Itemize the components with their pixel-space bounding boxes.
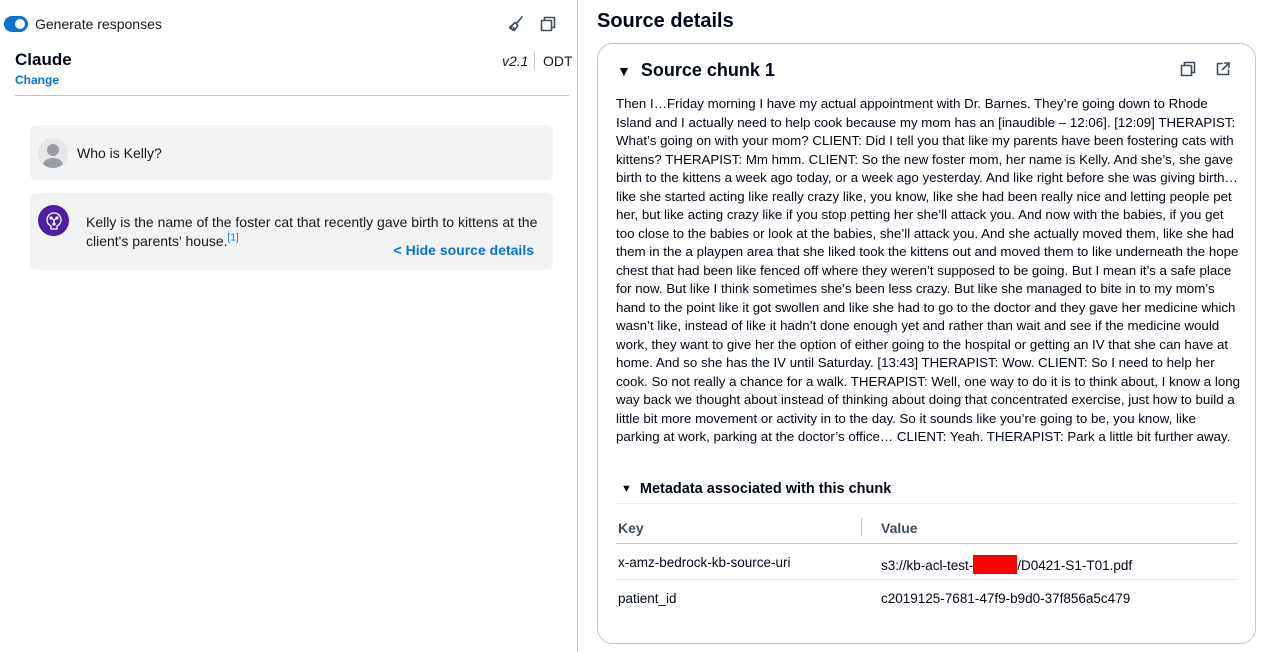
header-divider — [534, 51, 535, 70]
source-details-card — [597, 43, 1256, 644]
metadata-title: Metadata associated with this chunk — [639, 481, 892, 497]
assistant-avatar — [38, 205, 69, 236]
copy-chunk-button[interactable] — [1180, 61, 1198, 79]
hide-source-details-link[interactable]: < Hide source details — [393, 242, 534, 258]
user-message-text: Who is Kelly? — [77, 145, 162, 161]
toggle-label: Generate responses — [35, 16, 162, 32]
user-avatar — [38, 138, 68, 168]
copy-icon — [540, 16, 556, 32]
assistant-message — [30, 193, 553, 270]
copy-icon — [1180, 61, 1196, 77]
table-row — [616, 580, 1238, 616]
caret-down-icon: ▼ — [621, 483, 632, 495]
citation-link[interactable]: [1] — [227, 232, 239, 244]
redaction-block — [973, 555, 1017, 574]
generate-responses-toggle[interactable] — [4, 16, 28, 32]
table-row — [616, 544, 1238, 580]
source-chunk-header[interactable] — [617, 60, 775, 81]
assistant-answer: Kelly is the name of the foster cat that recently gave birth to kittens at the client's parents' house. — [86, 214, 538, 249]
column-header-value: Value — [881, 520, 918, 536]
chat-toolbar — [0, 0, 578, 48]
user-icon — [38, 138, 68, 168]
metadata-key: x-amz-bedrock-kb-source-uri — [618, 555, 791, 570]
model-tag: ODT — [543, 53, 573, 69]
change-model-link[interactable]: Change — [15, 73, 60, 87]
metadata-value — [881, 555, 1132, 574]
metadata-key: patient_id — [618, 591, 677, 606]
column-header-key: Key — [618, 520, 644, 536]
source-chunk-text: Then I…Friday morning I have my actual appointment with Dr. Barnes. They’re going down to Rhode Island and I actually need to help cook because my mom has an [inaudible – 12:06]. [12:09] THERAPIST: What’s going on with your mom? CLIENT: Did I tell you that like my parents have been fostering cats with kittens? THERAPIST: Mm hmm. CLIENT: So the new foster mom, her name is Kelly. And she’s, she gave birth to the kittens a week ago today, or a week ago yesterday. And like right before she was giving birth…like she started acting like really crazy like, you know, like she had been really nice and letting people pet her, but like acting crazy like if you stop petting her she’ll attack you. And now with the babies, if you get too close to the babies or look at the babies, she’ll attack you. And she actually moved them, like she had them in the a playpen area that she liked took the kittens out and moved them to like underneath the hope chest that had been like fenced off where they weren’t supposed to be going. But I mean it’s a safe place for now. But like I think sometimes she’s been less crazy. But like she managed to bite in to my mom’s hand to the point like it got swollen and like she had to go to the doctor and they gave her medicine which wasn’t like, instead of like it hadn’t done enough yet and rather than wait and see if the medicine would work, they want to give her the option of either going to the hospital or getting an IV that she can have at home. And so she has the IV until Saturday. [13:43] THERAPIST: Wow. CLIENT: So I need to help her cook. So not really a chance for a walk. THERAPIST: Well, one way to do it is to think about, I know a long way back we thought about instead of thinking about doing that concentrated exercise, just how to build a little bit more movement or activity in to the day. So it sounds like you’re going to be, you know, like parking at work, parking at the doctor’s office… CLIENT: Yeah. THERAPIST: Park a little bit further away. — [616, 96, 1241, 444]
toggle-knob — [15, 19, 25, 29]
column-divider[interactable] — [861, 518, 862, 536]
broom-icon — [507, 15, 525, 33]
metadata-table — [616, 514, 1238, 616]
caret-down-icon: ▼ — [617, 62, 631, 79]
table-header — [616, 514, 1238, 544]
open-external-button[interactable] — [1215, 61, 1233, 79]
metadata-header[interactable] — [621, 481, 891, 497]
source-details-title: Source details — [597, 10, 734, 32]
external-link-icon — [1215, 61, 1231, 77]
model-version: v2.1 — [502, 53, 529, 69]
uri-suffix: /D0421-S1-T01.pdf — [1017, 558, 1133, 573]
brain-icon — [43, 210, 65, 232]
model-name: Claude — [15, 50, 72, 69]
uri-prefix: s3://kb-acl-test- — [881, 558, 974, 573]
metadata-value: c2019125-7681-47f9-b9d0-37f856a5c479 — [881, 591, 1131, 606]
source-chunk-title: Source chunk 1 — [640, 60, 775, 80]
clear-chat-button[interactable] — [506, 14, 526, 34]
header-separator — [15, 95, 569, 96]
copy-button[interactable] — [538, 14, 558, 34]
chat-pane — [0, 0, 578, 652]
user-message — [30, 125, 553, 180]
metadata-divider — [616, 503, 1238, 504]
